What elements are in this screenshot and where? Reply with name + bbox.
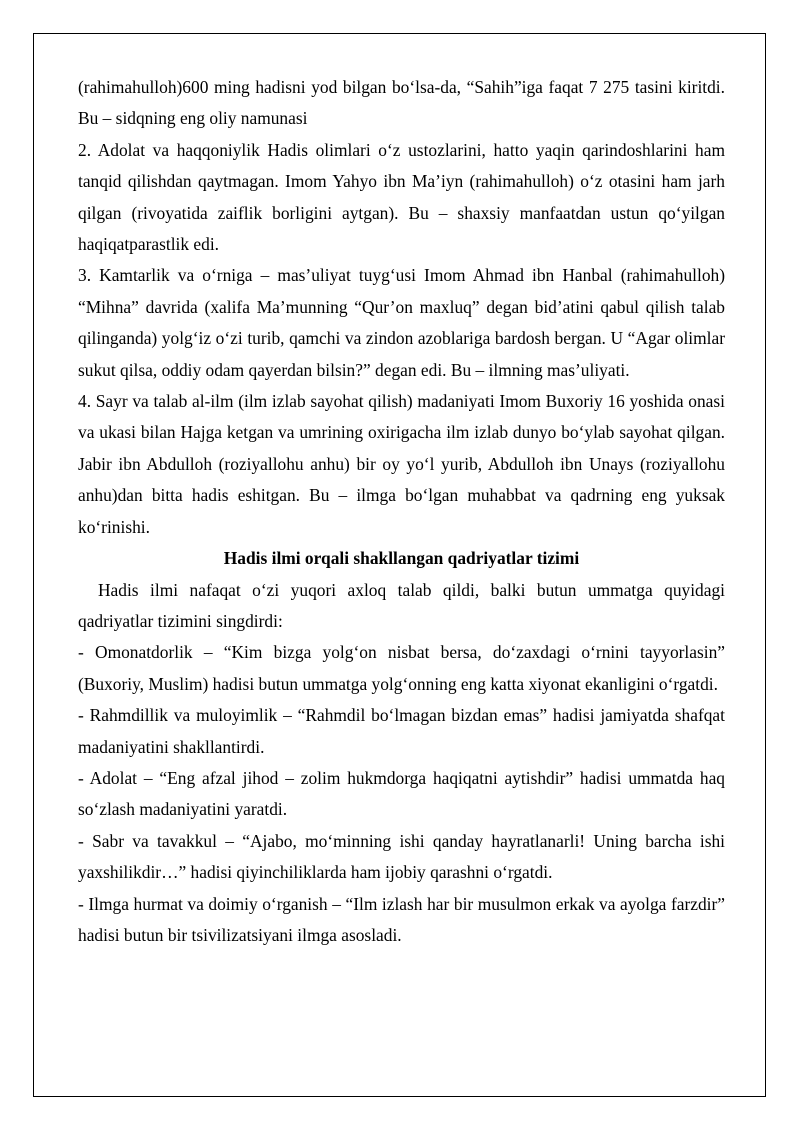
list-item-knowledge: - Ilmga hurmat va doimiy o‘rganish – “Ilm izlash har bir musulmon erkak va ayolga farzdir” hadisi butun bir tsivilizatsiyani ilmga asosladi.	[78, 893, 725, 945]
list-item-trustworthiness: - Omonatdorlik – “Kim bizga yolg‘on nisbat bersa, do‘zaxdagi o‘rnini tayyorlasin” (Buxoriy, Muslim) hadisi butun ummatga yolg‘onning eng katta xiyonat ekanligini o‘rgatdi.	[78, 642, 725, 694]
document-body	[78, 72, 725, 951]
paragraph-intro-values: Hadis ilmi nafaqat o‘zi yuqori axloq talab qildi, balki butun ummatga quyidagi qadriyatlar tizimini singdirdi:	[78, 579, 725, 631]
list-item-patience: - Sabr va tavakkul – “Ajabo, mo‘minning ishi qanday hayratlanarli! Uning barcha ishi yaxshilikdir…” hadisi qiyinchiliklarda ham ijobiy qarashni o‘rgatdi.	[78, 830, 725, 883]
section-heading: Hadis ilmi orqali shakllangan qadriyatlar tizimi	[223, 548, 580, 569]
paragraph-humility: 3. Kamtarlik va o‘rniga – mas’uliyat tuyg‘usi Imom Ahmad ibn Hanbal (rahimahulloh) “Mihna” davrida (xalifa Ma’munning “Qur’on maxluq” degan bid’atini qabul qilish talab qilinganda) yolg‘iz o‘zi turib, qamchi va zindon azoblariga bardosh bergan. U “Agar olimlar sukut qilsa, oddiy odam qayerdan bilsin?” degan edi. Bu – ilmning mas’uliyati.	[78, 265, 725, 380]
paragraph-truthfulness-end: (rahimahulloh)600 ming hadisni yod bilgan bo‘lsa-da, “Sahih”iga faqat 7 275 tasini kiritdi. Bu – sidqning eng oliy namunasi	[78, 77, 725, 129]
paragraph-travel-for-knowledge: 4. Sayr va talab al-ilm (ilm izlab sayohat qilish) madaniyati Imom Buxoriy 16 yoshida onasi va ukasi bilan Hajga ketgan va umrining oxirigacha ilm izlab dunyo bo‘ylab sayohat qilgan. Jabir ibn Abdulloh (roziyallohu anhu) bir oy yo‘l yurib, Abdulloh ibn Unays (roziyallohu anhu)dan bitta hadis eshitgan. Bu – ilmga bo‘lgan muhabbat va qadrning eng yuksak ko‘rinishi.	[78, 391, 725, 537]
list-item-mercy: - Rahmdillik va muloyimlik – “Rahmdil bo‘lmagan bizdan emas” hadisi jamiyatda shafqat madaniyatini shakllantirdi.	[78, 705, 725, 757]
paragraph-justice: 2. Adolat va haqqoniylik Hadis olimlari o‘z ustozlarini, hatto yaqin qarindoshlarini ham tanqid qilishdan qaytmagan. Imom Yahyo ibn Ma’iyn (rahimahulloh) o‘z otasini ham jarh qilgan (rivoyatida zaiflik borligini aytgan). Bu – shaxsiy manfaatdan ustun qo‘yilgan haqiqatparastlik edi.	[78, 139, 725, 255]
list-item-justice: - Adolat – “Eng afzal jihod – zolim hukmdorga haqiqatni aytishdir” hadisi ummatda haq so‘zlash madaniyatini yaratdi.	[78, 767, 725, 820]
